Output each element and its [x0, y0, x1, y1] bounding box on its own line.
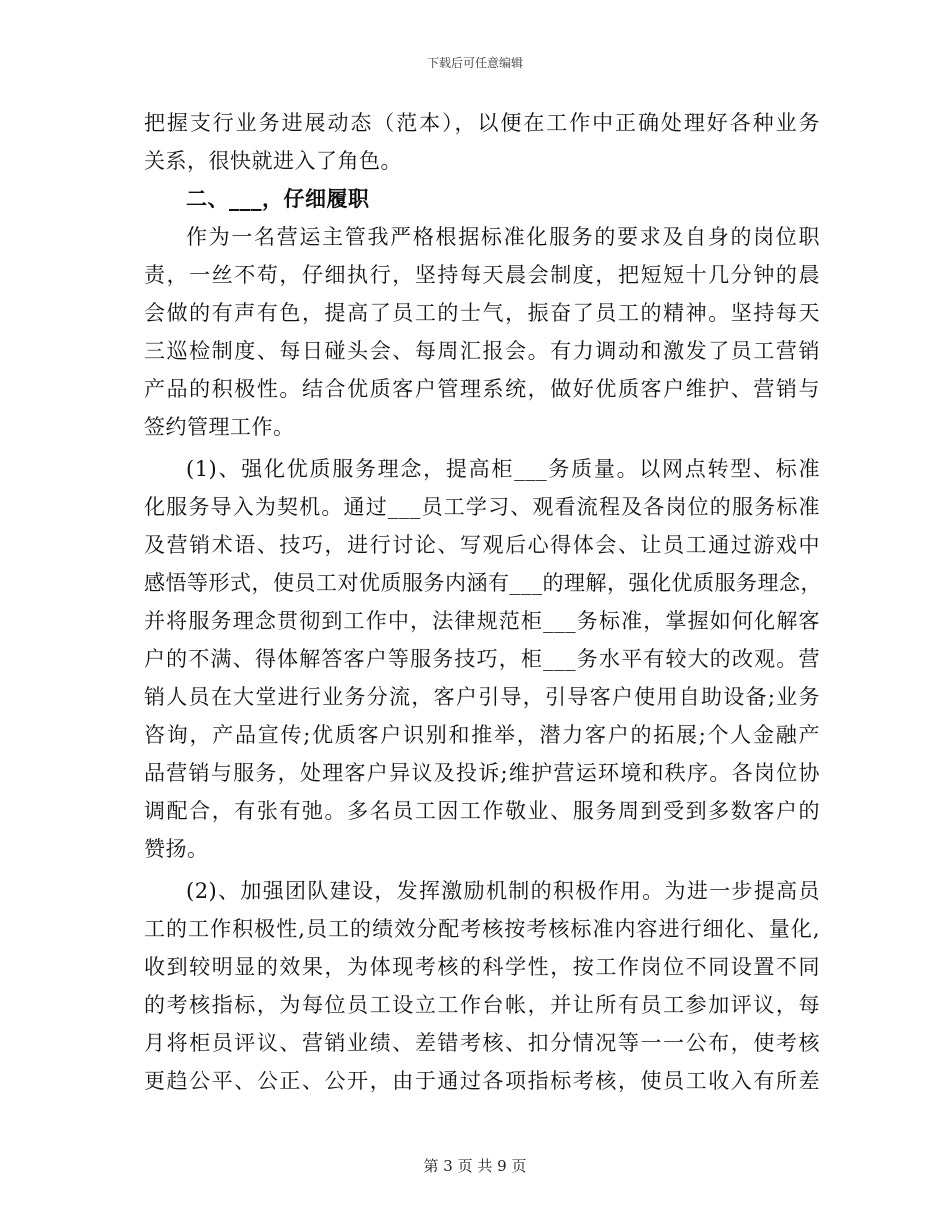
- text-line: 咨询，产品宣传;优质客户识别和推举，潜力客户的拓展;个人金融产: [144, 723, 820, 747]
- text-line: 月将柜员评议、营销业绩、差错考核、扣分情况等一一公布，使考核: [144, 1031, 820, 1055]
- paragraph-first-line: (1)、强化优质服务理念，提高柜___务质量。以网点转型、标准: [186, 457, 820, 481]
- text-line: 工的工作积极性,员工的绩效分配考核按考核标准内容进行细化、量化,: [144, 917, 820, 941]
- text-line: 化服务导入为契机。通过___员工学习、观看流程及各岗位的服务标准: [144, 495, 820, 519]
- text-line: 及营销术语、技巧，进行讨论、写观后心得体会、让员工通过游戏中: [144, 533, 820, 557]
- text-line: 感悟等形式，使员工对优质服务内涵有___的理解，强化优质服务理念，: [144, 571, 822, 595]
- text-line: 赞扬。: [144, 837, 209, 861]
- page-header: 下载后可任意编辑: [426, 56, 523, 70]
- paragraph-first-line: 作为一名营运主管我严格根据标准化服务的要求及自身的岗位职: [186, 225, 820, 249]
- section-heading: 二、___，仔细履职: [186, 187, 370, 211]
- paragraph-first-line: (2)、加强团队建设，发挥激励机制的积极作用。为进一步提高员: [186, 879, 820, 903]
- text-line: 责，一丝不苟，仔细执行，坚持每天晨会制度，把短短十几分钟的晨: [144, 263, 820, 287]
- text-line: 收到较明显的效果，为体现考核的科学性，按工作岗位不同设置不同: [144, 955, 820, 979]
- text-line: 三巡检制度、每日碰头会、每周汇报会。有力调动和激发了员工营销: [144, 339, 820, 363]
- text-line: 销人员在大堂进行业务分流，客户引导，引导客户使用自助设备;业务: [144, 685, 820, 709]
- document-body: [144, 104, 820, 1100]
- text-line: 并将服务理念贯彻到工作中，法律规范柜___务标准，掌握如何化解客: [144, 609, 820, 633]
- text-line: 更趋公平、公正、公开，由于通过各项指标考核，使员工收入有所差: [144, 1069, 820, 1093]
- page-number: 第 3 页 共 9 页: [423, 1157, 527, 1175]
- text-line: 户的不满、得体解答客户等服务技巧，柜___务水平有较大的改观。营: [144, 647, 820, 671]
- text-line: 签约管理工作。: [144, 415, 295, 439]
- text-line: 会做的有声有色，提高了员工的士气，振奋了员工的精神。坚持每天: [144, 301, 820, 325]
- text-line: 调配合，有张有弛。多名员工因工作敬业、服务周到受到多数客户的: [144, 799, 820, 823]
- text-line: 产品的积极性。结合优质客户管理系统，做好优质客户维护、营销与: [144, 377, 820, 401]
- text-line: 的考核指标，为每位员工设立工作台帐，并让所有员工参加评议，每: [144, 993, 820, 1017]
- text-line: 品营销与服务，处理客户异议及投诉;维护营运环境和秩序。各岗位协: [144, 761, 820, 785]
- text-line: 把握支行业务进展动态（范本），以便在工作中正确处理好各种业务: [144, 111, 820, 135]
- text-line: 关系，很快就进入了角色。: [144, 149, 402, 173]
